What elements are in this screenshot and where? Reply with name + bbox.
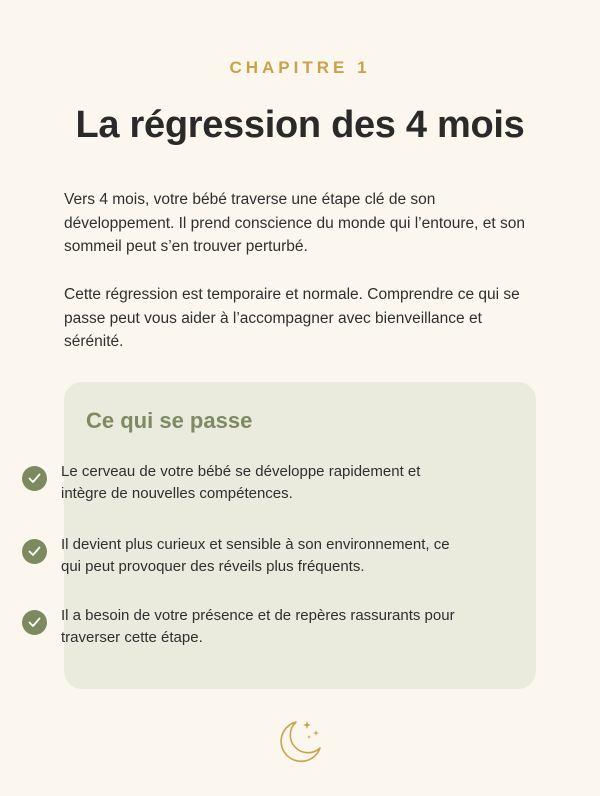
list-item-text: Il devient plus curieux et sensible à son environnement, ce qui peut provoquer des réveils plus fréquents.	[61, 536, 450, 575]
intro-paragraph: Cette régression est temporaire et normale. Comprendre ce qui se passe peut vous aider à l’accompagner avec bienveillance et sérénité.	[64, 286, 520, 350]
check-icon	[22, 466, 47, 491]
intro-paragraph: Vers 4 mois, votre bébé traverse une étape clé de son développement. Il prend conscience du monde qui l’entoure, et son sommeil peut s’en trouver perturbé.	[64, 191, 525, 255]
check-icon	[22, 539, 47, 564]
page-title: La régression des 4 mois	[75, 104, 525, 146]
moon-stars-icon	[274, 716, 326, 768]
check-icon	[22, 610, 47, 635]
card-title: Ce qui se passe	[86, 408, 253, 433]
list-item-text: Il a besoin de votre présence et de repères rassurants pour traverser cette étape.	[61, 607, 455, 646]
chapter-eyebrow: CHAPITRE 1	[229, 58, 371, 77]
list-item-text: Le cerveau de votre bébé se développe rapidement et intègre de nouvelles compétences.	[61, 463, 421, 502]
